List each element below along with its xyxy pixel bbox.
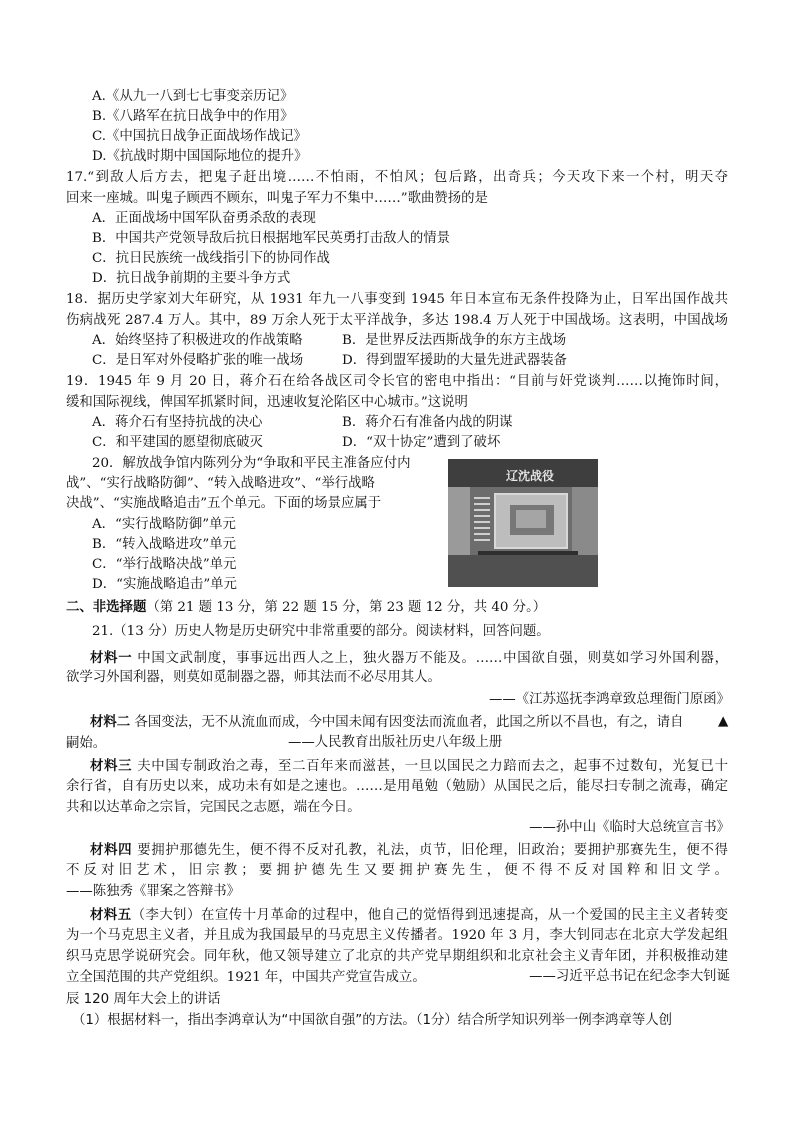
q19-stem-line1: 19．1945 年 9 月 20 日，蒋介石在给各战区司令长官的密电中指出：“目前与奸党谈判……以掩饰时间， — [66, 374, 728, 389]
material-3-label: 材料三 — [90, 758, 133, 774]
q17-stem-line2: 回来一座城。叫鬼子顾西不顾东，叫鬼子军力不集中……”歌曲赞扬的是 — [66, 191, 488, 206]
q20-stem-line1: 20．解放战争馆内陈列分为“争取和平民主准备应付内 — [92, 456, 411, 471]
photo-display-panel — [494, 493, 568, 549]
material-2-text: 各国变法，无不从流血而成，今中国未闻有因变法而流血者，此国之所以不昌也，有之，请自 — [130, 715, 684, 730]
q21-part1: （1）根据材料一，指出李鸿章认为“中国欲自强”的方法。（1分）结合所学知识列举一例李鸿章等人创 — [72, 1013, 673, 1028]
q18-option-b: B．是世界反法西斯战争的东方主战场 — [342, 333, 567, 348]
material-2-line2: 嗣始。 — [66, 736, 107, 751]
q20-option-a: A．“实行战略防御”单元 — [92, 517, 236, 532]
q20-option-b: B．“转入战略进攻”单元 — [92, 537, 237, 552]
q18-option-a: A．始终坚持了积极进攻的作战策略 — [92, 333, 303, 348]
material-3-line2: 余行省，自有历史以来，成功未有如是之速也。……是用黾勉（勉励）从国民之后，能尽扫专制之流毒，确定 — [66, 779, 728, 794]
material-5-line3: 织马克思学说研究会。同年秋，他又领导建立了北京的共产党早期组织和北京社会主义青年团，并积极推动建 — [66, 949, 728, 964]
material-3-line1 — [90, 756, 728, 777]
material-4-source: ——陈独秀《罪案之答辩书》 — [66, 884, 241, 899]
q21-stem: 21.（13 分）历史人物是历史研究中非常重要的部分。阅读材料，回答问题。 — [92, 624, 550, 639]
q20-option-c: C．“举行战略决战”单元 — [92, 557, 237, 572]
q19-option-d: D．“双十协定”遭到了破坏 — [342, 435, 501, 450]
q16-option-c: C.《中国抗日战争正面战场作战记》 — [92, 129, 307, 144]
material-4-line1 — [90, 840, 728, 861]
q19-stem-line2: 缓和国际视线，俾国军抓紧时间，迅速收复沦陷区中心城市。”这说明 — [66, 395, 468, 410]
material-3-text: 夫中国专制政治之毒，至二百年来而滋甚，一旦以国民之力踣而去之，起事不过数旬，光复已十 — [132, 759, 728, 774]
section-two-scoring: （第 21 题 13 分，第 22 题 15 分，第 23 题 12 分，共 40 分。） — [146, 600, 547, 615]
material-3-line3: 共和以达革命之宗旨，完国民之志愿，端在今日。 — [66, 800, 361, 815]
q18-option-d: D．得到盟军援助的大量先进武器装备 — [342, 353, 567, 368]
q20-stem-line3: 决战”、“实施战略追击”五个单元。下面的场景应属于 — [66, 496, 382, 511]
material-5-source-line1: ——习近平总书记在纪念李大钊诞 — [529, 969, 730, 984]
material-5-line1 — [90, 905, 728, 926]
material-4-line2: 不反对旧艺术，旧宗教；要拥护德先生又要拥护赛先生，便不得不反对国粹和旧文学。 — [66, 863, 728, 878]
material-4-label: 材料四 — [90, 842, 133, 858]
q20-stem-line2: 战”、“实行战略防御”、“转入战略进攻”、“举行战略 — [66, 476, 375, 491]
material-1-text: 中国文武制度，事事远出西人之上，独火器万不能及。……中国欲自强，则莫如学习外国利器， — [132, 651, 728, 666]
photo-floor — [448, 555, 598, 587]
q17-option-d: D．抗日战争前期的主要斗争方式 — [92, 271, 291, 286]
photo-sign: 辽沈战役 — [506, 469, 555, 483]
q19-option-a: A．蒋介石有坚持抗战的决心 — [92, 415, 263, 430]
material-5-text: （李大钊）在宣传十月革命的过程中，他自己的觉悟得到迅速提高，从一个爱国的民主主义者转变 — [131, 908, 728, 923]
q19-option-b: B．蒋介石有准备内战的阴谋 — [342, 415, 513, 430]
material-1-line2: 欲学习外国利器，则莫如觅制器之器，师其法而不必尽用其人。 — [66, 670, 441, 685]
material-1-line1 — [90, 648, 728, 669]
q18-option-c: C．是日军对外侵略扩张的唯一战场 — [92, 353, 304, 368]
q16-option-a: A.《从九一八到七七事变亲历记》 — [92, 89, 294, 104]
material-5-line4: 立全国范围的共产党组织。1921 年，中国共产党宣告成立。 — [66, 970, 426, 985]
material-1-label: 材料一 — [90, 650, 133, 666]
material-2-line1 — [90, 712, 683, 733]
material-2-source: ——人民教育出版社历史八年级上册 — [288, 735, 503, 750]
q17-option-c: C．抗日民族统一战线指引下的协同作战 — [92, 251, 330, 266]
corner-marker: ▲ — [718, 714, 729, 729]
material-5-source-line2: 辰 120 周年大会上的讲话 — [66, 992, 221, 1007]
material-2-label: 材料二 — [90, 714, 131, 730]
material-5-label: 材料五 — [90, 907, 132, 923]
section-two-heading — [66, 597, 546, 618]
q16-option-d: D.《抗战时期中国国际地位的提升》 — [92, 149, 308, 164]
material-5-line2: 为一个马克思主义者，并且成为我国最早的马克思主义传播者。1920 年 3 月，李大钊同志在北京大学发起组 — [66, 928, 728, 943]
museum-hall-photo — [448, 459, 598, 587]
photo-railing — [478, 551, 578, 555]
photo-text-panel-left — [474, 497, 490, 543]
photo-display-image-detail — [516, 510, 546, 528]
q18-stem-line2: 伤病战死 287.4 万人。其中，89 万余人死于太平洋战争，多达 198.4 万人死于中国战场。这表明，中国战场 — [66, 313, 728, 328]
q17-option-b: B．中国共产党领导敌后抗日根据地军民英勇打击敌人的情景 — [92, 231, 450, 246]
material-1-source: ——《江苏巡抚李鸿章致总理衙门原函》 — [488, 692, 730, 707]
q20-option-d: D．“实施战略追击”单元 — [92, 577, 237, 592]
material-3-source: ——孙中山《临时大总统宣言书》 — [529, 820, 730, 835]
section-two-title: 二、非选择题 — [66, 599, 147, 615]
q16-option-b: B.《八路军在抗日战争中的作用》 — [92, 109, 294, 124]
q18-stem-line1: 18．据历史学家刘大年研究，从 1931 年九一八事变到 1945 年日本宣布无条件投降为止，日军出国作战共 — [66, 292, 728, 307]
q19-option-c: C．和平建国的愿望彻底破灭 — [92, 435, 263, 450]
material-4-text: 要拥护那德先生，便不得不反对孔教，礼法，贞节，旧伦理，旧政治；要拥护那赛先生，便不得 — [132, 843, 728, 858]
q17-option-a: A．正面战场中国军队奋勇杀敌的表现 — [92, 211, 316, 226]
q17-stem-line1: 17.“到敌人后方去，把鬼子赶出境……不怕雨，不怕风；包后路，出奇兵；今天攻下来一个村，明天夺 — [66, 170, 728, 185]
